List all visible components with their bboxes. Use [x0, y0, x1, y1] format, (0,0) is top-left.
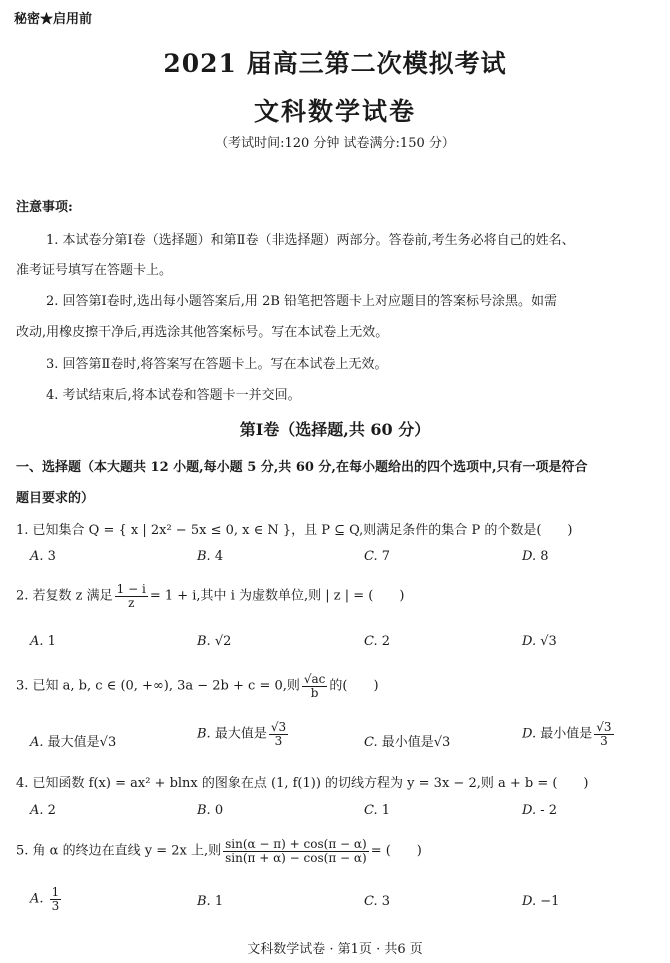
question-2-option-a: A. 1 [30, 634, 56, 649]
question-3-option-b: B. 最大值是 $\frac{√3}{3}$ [197, 720, 287, 748]
secret-label: 秘密★启用前 [14, 12, 93, 27]
question-5-fraction: $\frac{\sin(\alpha - \pi) + \cos(\pi - \alpha)}{\sin(\pi + \alpha) - \cos(\pi - \alpha)}$ [225, 837, 367, 865]
question-1-option-a: A. 3 [30, 549, 56, 564]
exam-info: （考试时间:120 分钟 试卷满分:150 分） [215, 136, 455, 151]
notice-item-2-line-2: 改动,用橡皮擦干净后,再选涂其他答案标号。写在本试卷上无效。 [16, 325, 389, 340]
exam-subtitle: 文科数学试卷 [253, 97, 416, 126]
part-instruction-line-1: 一、选择题（本大题共 12 小题,每小题 5 分,共 60 分,在每小题给出的四个选项中,只有一项是符合 [16, 460, 588, 475]
notice-item-4: 4. 考试结束后,将本试卷和答题卡一并交回。 [46, 388, 301, 403]
question-5-option-c: C. 3 [364, 894, 391, 909]
section-title: 第Ⅰ卷（选择题,共 60 分） [239, 420, 431, 439]
question-5-option-a: A. $\frac{1}{3}$ [30, 885, 60, 913]
exam-title: 2021 届高三第二次模拟考试 [163, 49, 507, 78]
question-3-option-d: D. 最小值是 $\frac{√3}{3}$ [522, 720, 612, 748]
question-4-option-d: D. - 2 [522, 803, 558, 818]
notice-item-1-line-1: 1. 本试卷分第Ⅰ卷（选择题）和第Ⅱ卷（非选择题）两部分。答卷前,考生务必将自己的姓名、 [46, 233, 575, 248]
question-2-fraction: $\frac{1 - i}{z}$ [116, 582, 146, 610]
question-1-stem: 1. 已知集合 Q = { x | 2x² − 5x ≤ 0, x ∈ N }，且 P ⊆ Q,则满足条件的集合 P 的个数是( ) [16, 523, 573, 538]
notice-heading: 注意事项: [16, 200, 73, 215]
question-3-option-c: C. 最小值是√3 [364, 735, 451, 750]
question-3-stem: 3. 已知 a, b, c ∈ (0, +∞), 3a − 2b + c = 0,则 $\frac{√ac}{b}$ 的( ) [16, 672, 379, 700]
question-4-option-b: B. 0 [197, 803, 224, 818]
question-4-option-a: A. 2 [30, 803, 56, 818]
question-5-option-b: B. 1 [197, 894, 224, 909]
question-4-option-c: C. 1 [364, 803, 391, 818]
question-2-option-b: B. √2 [197, 634, 232, 649]
question-3-option-a: A. 最大值是√3 [30, 735, 117, 750]
notice-item-3: 3. 回答第Ⅱ卷时,将答案写在答题卡上。写在本试卷上无效。 [46, 357, 388, 372]
question-1-option-b: B. 4 [197, 549, 224, 564]
notice-item-1-line-2: 准考证号填写在答题卡上。 [16, 263, 173, 278]
question-2-option-d: D. √3 [522, 634, 557, 649]
question-1-option-d: D. 8 [522, 549, 549, 564]
page-footer: 文科数学试卷 · 第1页 · 共6 页 [247, 942, 423, 957]
question-5-stem: 5. 角 α 的终边在直线 y = 2x 上,则 $\frac{\sin(\alpha - \pi) + \cos(\pi - \alpha)}{\sin(\pi + \alpha) - \cos(\pi - \alpha)}$ = ( ) [16, 837, 422, 865]
part-instruction-line-2: 题目要求的） [16, 491, 95, 506]
question-2-stem: 2. 若复数 z 满足 $\frac{1 - i}{z}$ = 1 + i,其中 i 为虚数单位,则 | z | = ( ) [16, 582, 405, 610]
question-4-stem: 4. 已知函数 f(x) = ax² + blnx 的图象在点 (1, f(1)) 的切线方程为 y = 3x − 2,则 a + b = ( ) [16, 776, 589, 791]
notice-item-2-line-1: 2. 回答第Ⅰ卷时,选出每小题答案后,用 2B 铅笔把答题卡上对应题目的答案标号涂黑。如需 [46, 294, 558, 309]
question-5-option-d: D. −1 [522, 894, 560, 909]
question-3-fraction: $\frac{√ac}{b}$ [303, 672, 326, 700]
question-2-option-c: C. 2 [364, 634, 391, 649]
question-1-option-c: C. 7 [364, 549, 391, 564]
